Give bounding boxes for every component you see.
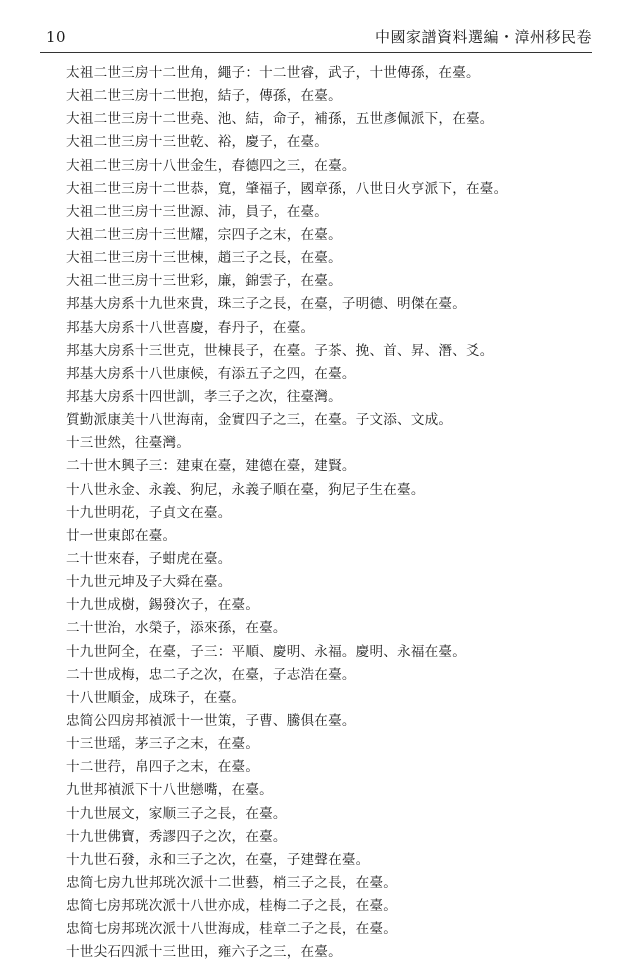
page-header — [0, 0, 628, 52]
text-line: 大祖二世三房十二世抱，結子，傳孫，在臺。 — [66, 88, 342, 105]
text-line: 大祖二世三房十三世棟，趙三子之長，在臺。 — [66, 250, 342, 267]
text-line: 十九世展文，家顺三子之長，在臺。 — [66, 805, 287, 822]
text-line: 廿一世東郎在臺。 — [66, 527, 177, 544]
text-line: 十九世明花，子貞文在臺。 — [66, 504, 232, 521]
text-line: 二十世治，水榮子，添來孫，在臺。 — [66, 620, 287, 637]
running-title: 中國家譜資料選編・漳州移民卷 — [374, 28, 592, 46]
text-line: 忠简七房邦珖次派十八世亦成，桂梅二子之長，在臺。 — [66, 898, 398, 915]
text-line: 邦基大房系十八世康候，有添五子之四，在臺。 — [66, 365, 356, 382]
text-line: 大祖二世三房十三世耀，宗四子之末，在臺。 — [66, 226, 342, 243]
text-line: 二十世來春，子蚶虎在臺。 — [66, 550, 232, 567]
text-line: 質勤派康美十八世海南，金實四子之三，在臺。子文添、文成。 — [66, 412, 453, 429]
text-line: 大祖二世三房十二世恭，寬，肇福子，國章孫，八世日火亨派下，在臺。 — [66, 180, 508, 197]
page-number: 10 — [46, 28, 67, 46]
text-line: 邦基大房系十四世訓，孝三子之次，往臺灣。 — [66, 388, 342, 405]
text-line: 十八世永金、永義、狗尼，永義子順在臺，狗尼子生在臺。 — [66, 481, 425, 498]
text-line: 大祖二世三房十三世源、沛，員子，在臺。 — [66, 203, 329, 220]
text-line: 十三世瑶，茅三子之末，在臺。 — [66, 736, 260, 753]
text-line: 邦基大房系十九世來貴，珠三子之長，在臺，子明德、明傑在臺。 — [66, 296, 467, 313]
text-line: 十世尖石四派十三世田，雍六子之三，在臺。 — [66, 944, 342, 961]
text-line: 忠简公四房邦禎派十一世策，子曹、騰俱在臺。 — [66, 712, 356, 729]
text-line: 忠简七房邦珖次派十八世海成，桂章二子之長，在臺。 — [66, 921, 398, 938]
text-line: 大祖二世三房十八世金生，春德四之三，在臺。 — [66, 157, 356, 174]
text-line: 大祖二世三房十三世乾、裕，慶子，在臺。 — [66, 134, 329, 151]
text-line: 大祖二世三房十三世彩，廉，錦雲子，在臺。 — [66, 273, 342, 290]
text-line: 十八世順金，成珠子，在臺。 — [66, 689, 246, 706]
text-line: 十二世荇，帛四子之末，在臺。 — [66, 759, 260, 776]
text-line: 邦基大房系十三世克，世棟長子，在臺。子茶、挽、首、昇、潛、爻。 — [66, 342, 494, 359]
text-line: 大祖二世三房十二世堯、池、結，命子，補孫，五世彥佩派下，在臺。 — [66, 111, 494, 128]
text-line: 十九世石發，永和三子之次，在臺，子建聲在臺。 — [66, 851, 370, 868]
text-line: 邦基大房系十八世喜慶，春丹子，在臺。 — [66, 319, 315, 336]
genealogy-text — [66, 62, 606, 964]
text-line: 十九世阿全，在臺，子三：平順、慶明、永福。慶明、永福在臺。 — [66, 643, 467, 660]
text-line: 太祖二世三房十二世角，繩子：十二世睿，武子，十世傳孫，在臺。 — [66, 65, 480, 81]
text-line: 忠简七房九世邦珖次派十二世藝，梢三子之長，在臺。 — [66, 874, 398, 891]
text-line: 十九世成樹，錫發次子，在臺。 — [66, 597, 260, 614]
text-line: 十三世然，往臺灣。 — [66, 435, 191, 452]
text-line: 二十世木興子三：建東在臺，建德在臺，建賢。 — [66, 458, 356, 475]
header-rule — [40, 52, 592, 53]
text-line: 十九世元坤及子大舜在臺。 — [66, 574, 232, 591]
text-line: 九世邦禎派下十八世戀嘴，在臺。 — [66, 782, 273, 799]
text-line: 二十世成梅，忠二子之次，在臺，子志浩在臺。 — [66, 666, 356, 683]
text-line: 十九世佛寶，秀謬四子之次，在臺。 — [66, 828, 287, 845]
